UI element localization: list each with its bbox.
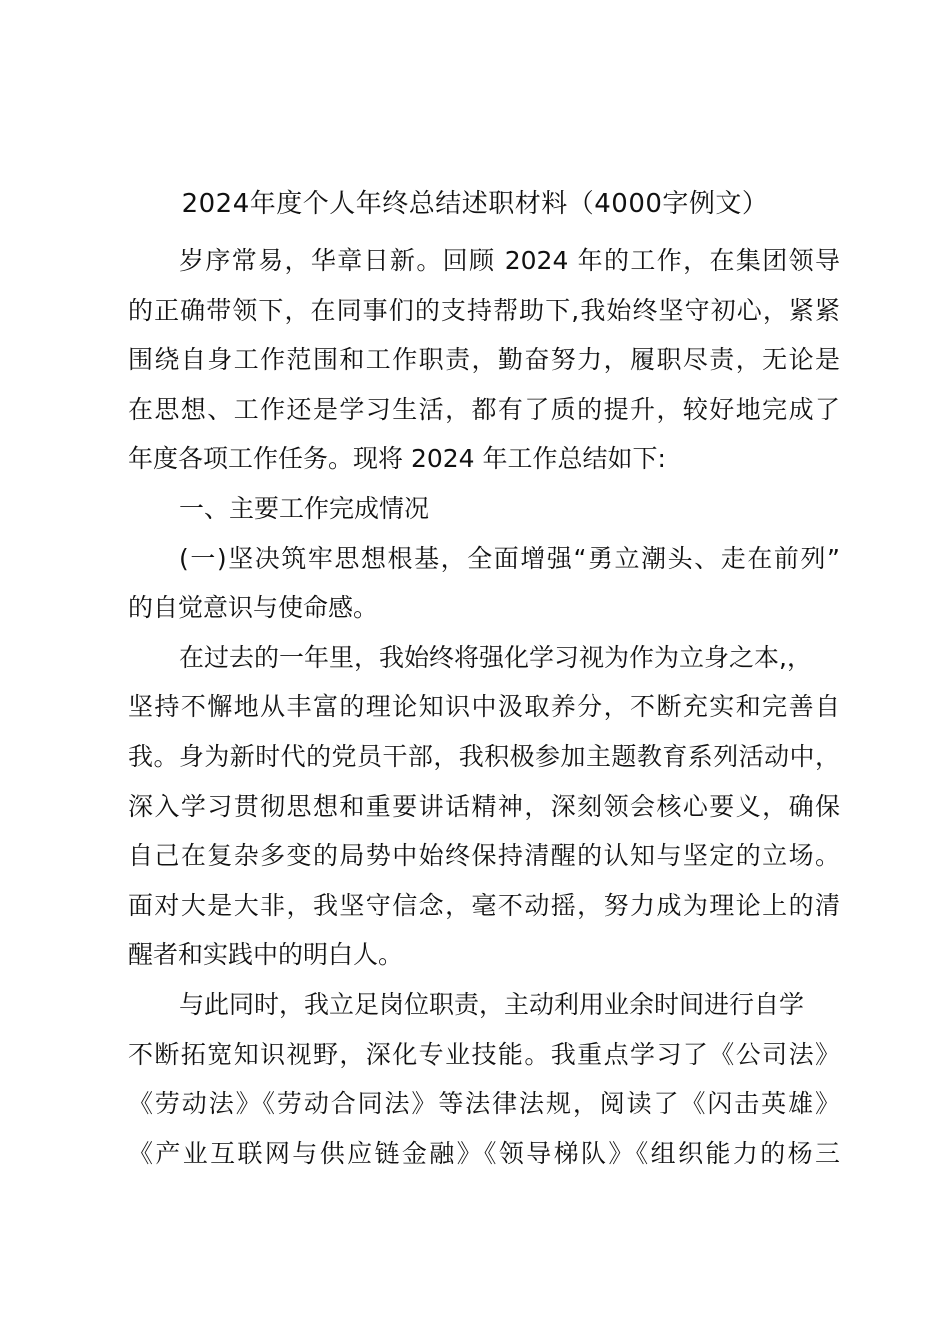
- document-title: 2024年度个人年终总结述职材料（4000字例文）: [181, 189, 769, 219]
- paragraph-line: 自己在复杂多变的局势中始终保持清醒的认知与坚定的立场。: [128, 841, 840, 871]
- paragraph-line: 与此同时，我立足岗位职责，主动利用业余时间进行自学: [179, 989, 805, 1019]
- paragraph-line: 岁序常易，华章日新。回顾 2024 年的工作，在集团领导: [179, 246, 840, 275]
- paragraph-line: 《劳动法》《劳动合同法》等法律法规，阅读了《闪击英雄》: [128, 1089, 840, 1119]
- paragraph-line: 在过去的一年里，我始终将强化学习视为作为立身之本,，: [179, 642, 812, 672]
- paragraph-line: 深入学习贯彻思想和重要讲话精神，深刻领会核心要义，确保: [128, 791, 840, 821]
- paragraph-line: 年度各项工作任务。现将 2024 年工作总结如下:: [128, 444, 666, 474]
- paragraph-line: 围绕自身工作范围和工作职责，勤奋努力，履职尽责，无论是: [128, 345, 840, 375]
- paragraph-line: 醒者和实践中的明白人。: [128, 940, 404, 970]
- paragraph-line: 面对大是大非，我坚守信念，毫不动摇，努力成为理论上的清: [128, 890, 840, 920]
- paragraph-line: 在思想、工作还是学习生活，都有了质的提升，较好地完成了: [128, 394, 840, 424]
- document-body: [128, 236, 840, 1178]
- paragraph-line: 《产业互联网与供应链金融》《领导梯队》《组织能力的杨三: [128, 1138, 840, 1168]
- paragraph-line: 不断拓宽知识视野，深化专业技能。我重点学习了《公司法》: [128, 1039, 840, 1069]
- paragraph-line: 我。身为新时代的党员干部，我积极参加主题教育系列活动中，: [128, 741, 840, 771]
- section-heading: 一、主要工作完成情况: [179, 493, 430, 523]
- paragraph-line: 坚持不懈地从丰富的理论知识中汲取养分，不断充实和完善自: [128, 692, 840, 722]
- subsection-heading: (一)坚决筑牢思想根基，全面增强“勇立潮头、走在前列”: [179, 543, 840, 573]
- paragraph-line: 的正确带领下，在同事们的支持帮助下,我始终坚守初心，紧紧: [128, 295, 840, 325]
- subsection-heading-continued: 的自觉意识与使命感。: [128, 593, 379, 623]
